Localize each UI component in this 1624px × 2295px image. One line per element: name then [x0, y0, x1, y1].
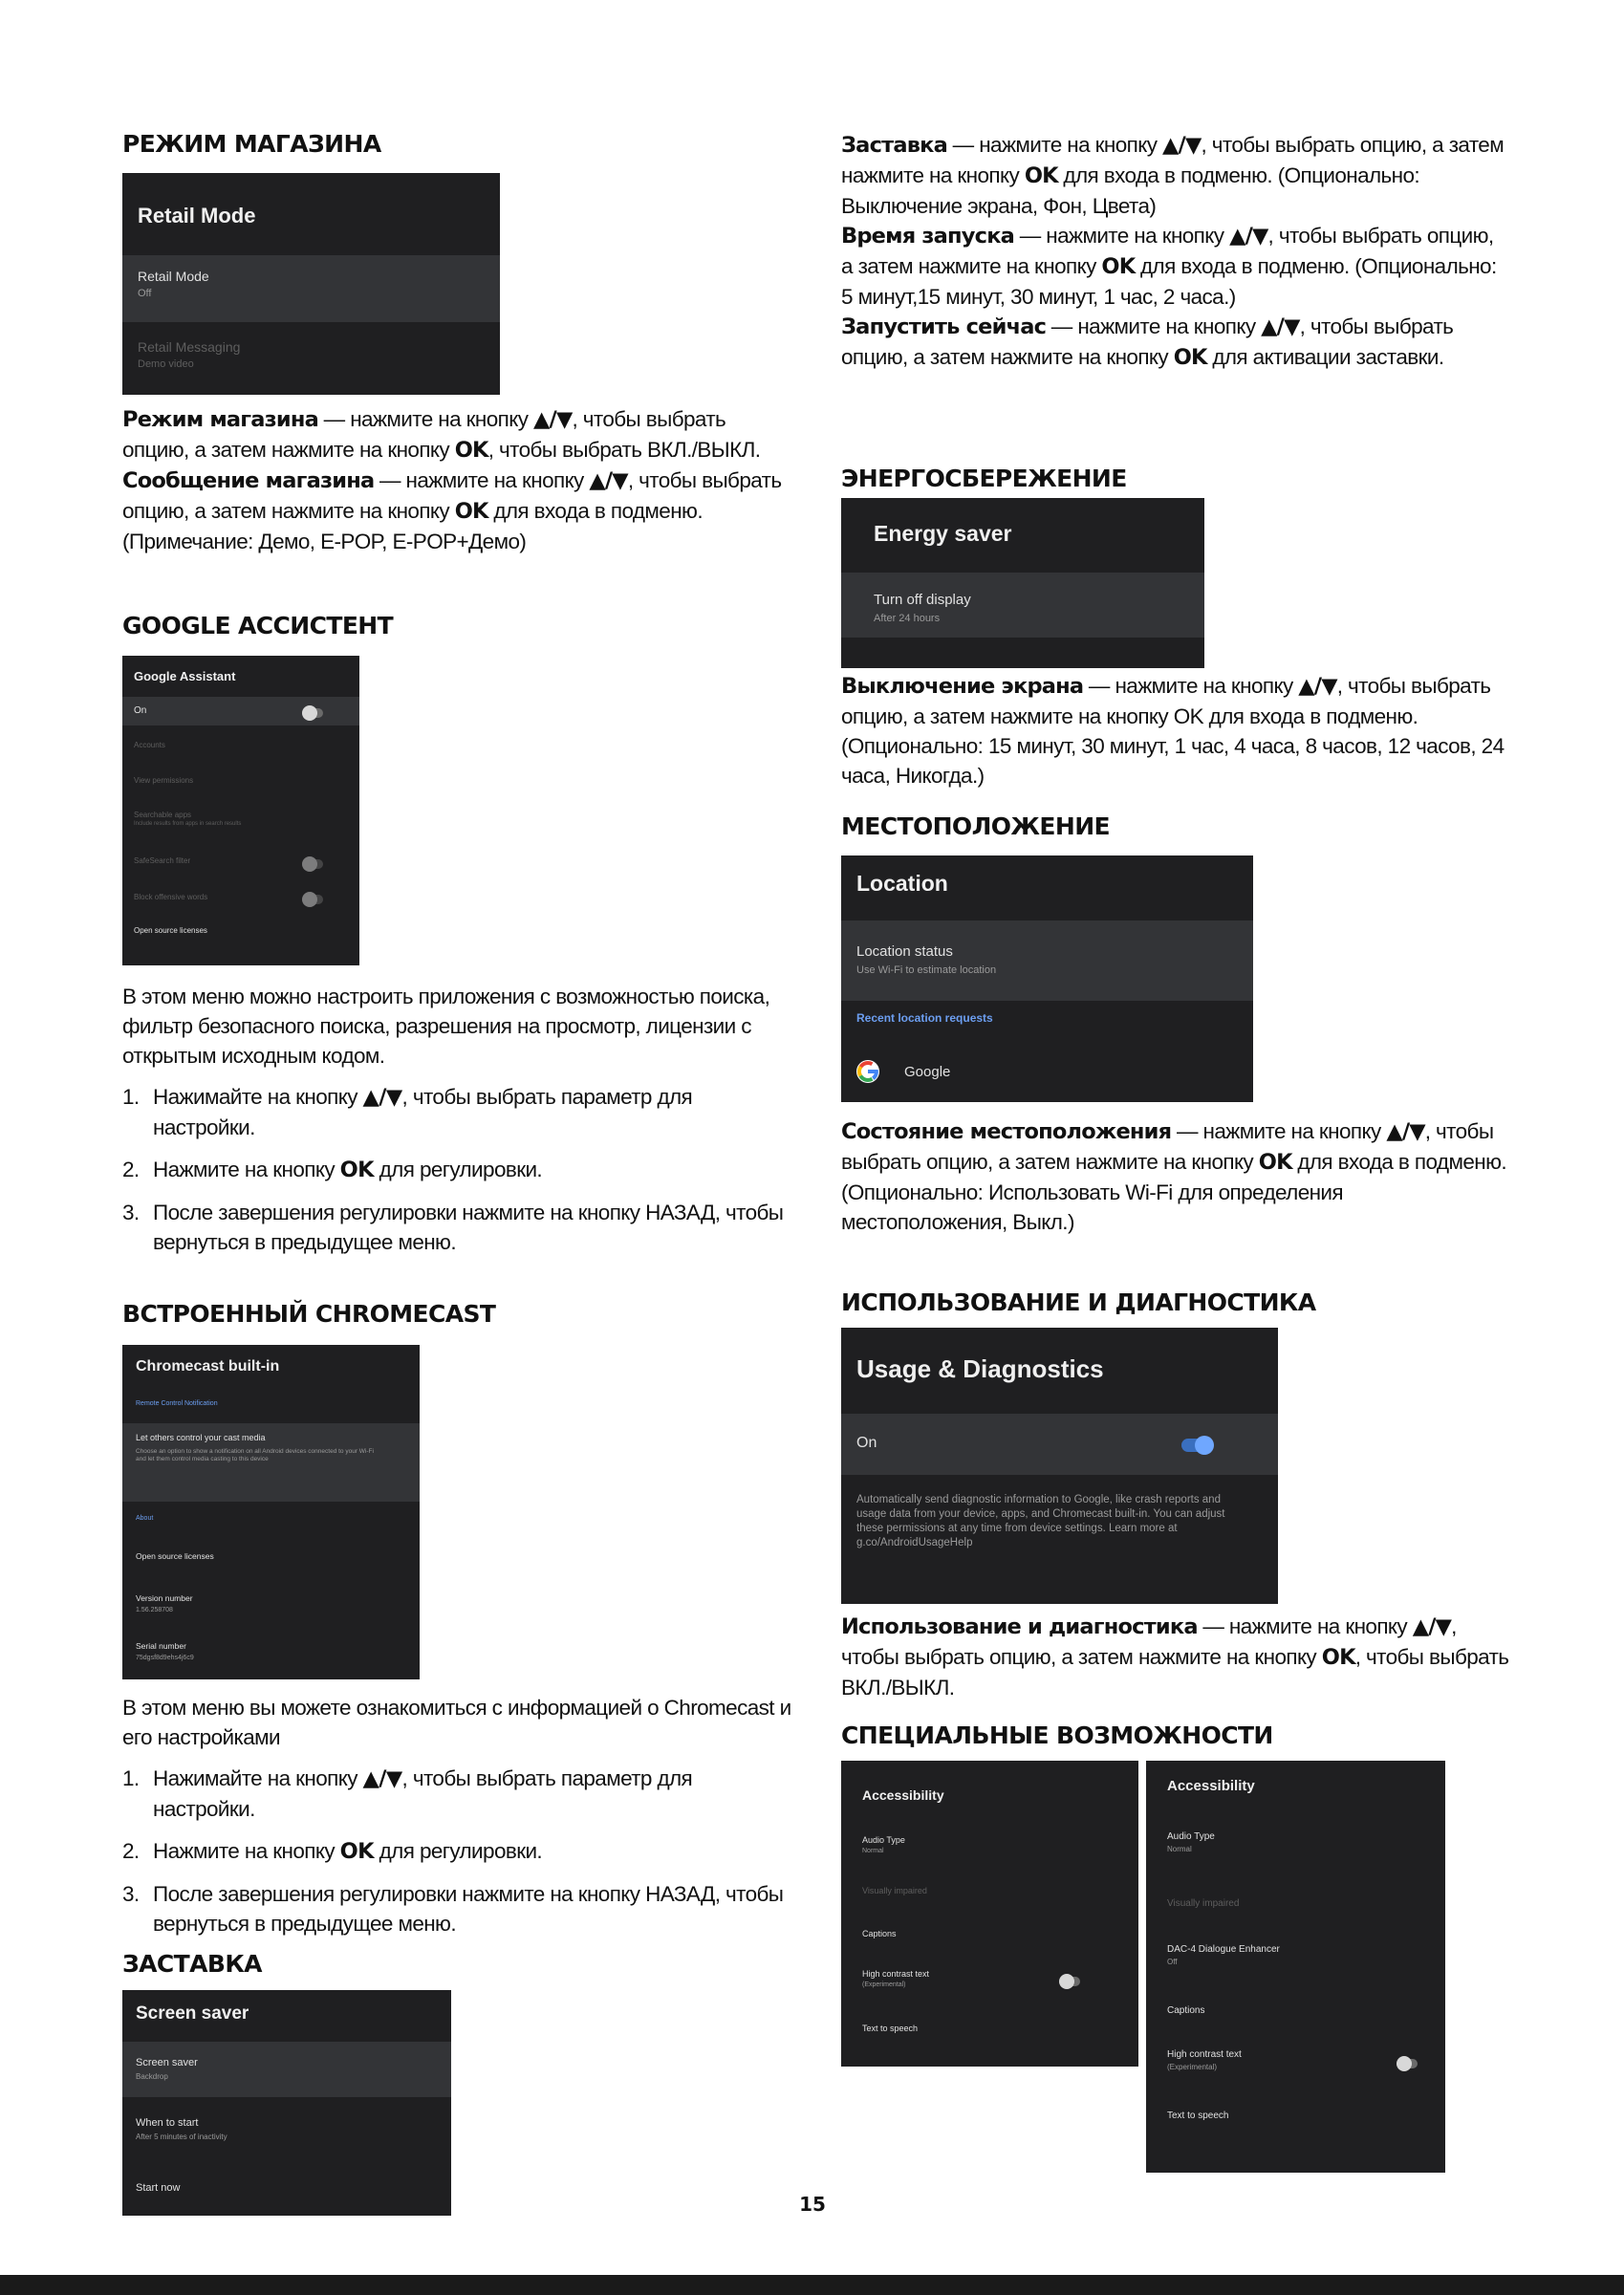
arrows: ▲/▼: [589, 468, 628, 493]
term-start-now: Запустить сейчас: [841, 314, 1047, 339]
start-now-paragraph: [841, 312, 1510, 373]
usage-description: Automatically send diagnostic information to Google, like crash reports and usage data from your device, apps, and Chromecast built-in. You can adjust these permissions at any time from device settings. Learn more at g.co/AndroidUsageHelp: [856, 1494, 1225, 1548]
assistant-screen-title: Google Assistant: [134, 669, 236, 683]
chromecast-steps: [122, 1764, 791, 1938]
section-accessibility: [841, 1721, 1510, 1749]
high-contrast-value: (Experimental): [862, 1981, 906, 1988]
usage-on-row: [841, 1414, 1278, 1475]
turn-off-display-label: Turn off display: [874, 592, 971, 608]
turn-off-display-paragraph: [841, 671, 1510, 790]
retail-mode-label: Retail Mode: [138, 269, 209, 284]
step-1: [122, 1764, 791, 1824]
assistant-steps: [122, 1082, 791, 1257]
start-now-label: Start now: [136, 2182, 181, 2194]
text: , чтобы выбрать опцию, а затем нажмите на кнопку: [122, 407, 726, 462]
step-2: [122, 1836, 791, 1867]
accessibility-screenshot-a: [841, 1761, 1138, 2067]
text: — нажмите на кнопку: [1171, 1119, 1387, 1143]
arrows: ▲/▼: [362, 1766, 402, 1791]
text: , чтобы выбрать опцию, а затем нажмите на кнопку: [841, 1119, 1494, 1174]
let-others-desc: Choose an option to show a notification on all Android devices connected to your Wi-Fi and let them control media casting to this device: [136, 1448, 374, 1462]
text: , чтобы выбрать опцию, а затем нажмите на кнопку: [841, 314, 1454, 369]
step-3: [122, 1879, 791, 1938]
text: Нажмите на кнопку: [153, 1158, 340, 1181]
when-to-start-label: When to start: [136, 2117, 199, 2129]
ok-key: OK: [454, 438, 488, 463]
retail-messaging-label: Retail Messaging: [138, 339, 241, 355]
ok-key: OK: [1024, 163, 1058, 188]
assistant-view-permissions: View permissions: [134, 776, 194, 785]
heading-retail-mode: РЕЖИМ МАГАЗИНА: [122, 130, 381, 158]
text: — нажмите на кнопку: [1083, 674, 1299, 698]
text: , чтобы выбрать ВКЛ./ВЫКЛ.: [487, 438, 761, 462]
text: , чтобы выбрать опцию, а затем нажмите на кнопку: [841, 224, 1494, 278]
text: — нажмите на кнопку: [1014, 224, 1230, 248]
high-contrast-label: High contrast text: [1167, 2049, 1242, 2060]
location-status-paragraph: [841, 1116, 1510, 1178]
text-to-speech: Text to speech: [862, 2024, 919, 2033]
screensaver-label: Screen saver: [136, 2057, 198, 2068]
chromecast-screen-title: Chromecast built-in: [136, 1358, 280, 1375]
high-contrast-toggle: [1397, 2059, 1418, 2068]
location-status-row: [841, 920, 1253, 1001]
step-2: [122, 1155, 791, 1185]
usage-toggle: [1181, 1439, 1210, 1452]
arrows: ▲/▼: [533, 407, 573, 432]
text: , чтобы выбрать параметр для настройки.: [153, 1085, 693, 1139]
arrows: ▲/▼: [1298, 674, 1337, 699]
text: для входа в подменю. (Опционально: Выключение экрана, Фон, Цвета): [841, 163, 1420, 218]
step-1: [122, 1082, 791, 1142]
chromecast-group-remote: Remote Control Notification: [136, 1400, 218, 1407]
section-screensaver: [122, 1950, 791, 1978]
text: , чтобы выбрать параметр для настройки.: [153, 1766, 693, 1821]
location-description: [841, 1116, 1510, 1237]
text: Нажимайте на кнопку: [153, 1766, 363, 1790]
audio-type-value: Normal: [862, 1848, 884, 1854]
audio-type-label: Audio Type: [1167, 1831, 1215, 1842]
ok-key: OK: [1101, 254, 1136, 279]
text: для входа в подменю. (Опционально: 5 минут,15 минут, 30 минут, 1 час, 2 часа.): [841, 254, 1497, 309]
assistant-toggle: [302, 708, 323, 718]
safesearch-toggle: [302, 859, 323, 869]
location-screenshot: [841, 855, 1253, 1102]
screensaver-screenshot: [122, 1990, 451, 2216]
chromecast-version-label: Version number: [136, 1593, 193, 1603]
energy-description: [841, 671, 1510, 790]
ok-key: OK: [339, 1839, 374, 1864]
screensaver-screen-title: Screen saver: [136, 2003, 249, 2024]
retail-description: [122, 404, 791, 556]
retail-messaging-paragraph: [122, 465, 791, 556]
step-3: [122, 1198, 791, 1257]
high-contrast-label: High contrast text: [862, 1969, 930, 1979]
when-to-start-value: After 5 minutes of inactivity: [136, 2133, 227, 2141]
section-energy-saver: [841, 465, 1510, 492]
retail-messaging-row: [122, 339, 500, 387]
screensaver-row: [122, 2042, 451, 2097]
assistant-description: [122, 982, 791, 1269]
accessibility-screenshot-b: [1146, 1761, 1445, 2173]
term-retail-messaging: Сообщение магазина: [122, 468, 375, 493]
accessibility-b-title: Accessibility: [1167, 1778, 1255, 1794]
location-status-label: Location status: [856, 943, 953, 960]
high-contrast-toggle: [1059, 1977, 1080, 1986]
term-when-to-start: Время запуска: [841, 224, 1015, 249]
location-screen-title: Location: [856, 871, 948, 896]
text: Нажимайте на кнопку: [153, 1085, 363, 1109]
section-retail-mode: [122, 130, 791, 158]
text: — нажмите на кнопку: [318, 407, 534, 431]
chromecast-screenshot: [122, 1345, 420, 1679]
term-turn-off-display: Выключение экрана: [841, 674, 1084, 699]
chromecast-open-source: Open source licenses: [136, 1551, 214, 1561]
section-usage: [841, 1288, 1510, 1316]
text: После завершения регулировки нажмите на кнопку НАЗАД, чтобы вернуться в предыдущее меню.: [153, 1882, 784, 1936]
term-retail-mode: Режим магазина: [122, 407, 319, 432]
retail-messaging-value: Demo video: [138, 358, 194, 370]
retail-screen-title: Retail Mode: [138, 204, 256, 227]
arrows: ▲/▼: [1162, 133, 1202, 158]
arrows: ▲/▼: [362, 1085, 402, 1110]
location-options-note: (Опционально: Использовать Wi-Fi для определения местоположения, Выкл.): [841, 1180, 1343, 1234]
heading-screensaver: ЗАСТАВКА: [122, 1950, 262, 1978]
text: После завершения регулировки нажмите на кнопку НАЗАД, чтобы вернуться в предыдущее меню.: [153, 1201, 784, 1254]
text: , чтобы выбрать опцию, а затем нажмите на кнопку: [841, 1614, 1457, 1669]
google-assistant-screenshot: [122, 656, 359, 965]
chromecast-version-value: 1.56.258708: [136, 1607, 173, 1613]
chromecast-intro: В этом меню вы можете ознакомиться с информацией о Chromecast и его настройками: [122, 1696, 791, 1749]
text: , чтобы выбрать опцию, а затем нажмите на кнопку: [841, 133, 1505, 187]
section-chromecast: [122, 1300, 791, 1328]
arrows: ▲/▼: [1261, 314, 1300, 339]
assistant-intro: В этом меню можно настроить приложения с возможностью поиска, фильтр безопасного поиска, разрешения на просмотр, лицензии с открытым исходным кодом.: [122, 985, 770, 1068]
text: для регулировки.: [374, 1839, 543, 1863]
chromecast-description: [122, 1693, 791, 1951]
step-number: 2.: [122, 1158, 140, 1181]
text: — нажмите на кнопку: [947, 133, 1163, 157]
retail-mode-row: [122, 255, 500, 322]
screensaver-description: [841, 130, 1510, 373]
chromecast-let-others-row: [122, 1423, 420, 1502]
ok-key: OK: [1258, 1150, 1292, 1175]
screensaver-paragraph: [841, 130, 1510, 221]
captions: Captions: [1167, 2005, 1205, 2016]
retail-mode-paragraph: [122, 404, 791, 465]
step-number: 2.: [122, 1839, 140, 1863]
text: для входа в подменю.: [1291, 1150, 1506, 1174]
text: , чтобы выбрать ВКЛ./ВЫКЛ.: [841, 1645, 1509, 1700]
heading-energy-saver: ЭНЕРГОСБЕРЕЖЕНИЕ: [841, 465, 1127, 492]
term-usage: Использование и диагностика: [841, 1614, 1198, 1639]
chromecast-group-about: About: [136, 1515, 154, 1522]
screensaver-value: Backdrop: [136, 2072, 168, 2081]
heading-google-assistant: GOOGLE АССИСТЕНТ: [122, 612, 394, 639]
block-offensive-toggle: [302, 895, 323, 904]
heading-chromecast: ВСТРОЕННЫЙ CHROMECAST: [122, 1300, 496, 1328]
ok-key: OK: [454, 499, 488, 524]
assistant-on-row: [122, 697, 359, 725]
step-number: 1.: [122, 1766, 140, 1790]
text: для регулировки.: [374, 1158, 543, 1181]
section-location: [841, 812, 1510, 840]
visually-impaired: Visually impaired: [1167, 1898, 1240, 1909]
dac4-label: DAC-4 Dialogue Enhancer: [1167, 1944, 1280, 1955]
google-app-label: Google: [904, 1064, 951, 1080]
recent-location-requests: Recent location requests: [856, 1011, 993, 1025]
assistant-safesearch: SafeSearch filter: [134, 856, 191, 865]
captions: Captions: [862, 1929, 897, 1938]
step-number: 1.: [122, 1085, 140, 1109]
page-number: 15: [799, 2193, 826, 2216]
usage-diagnostics-screenshot: [841, 1328, 1278, 1604]
text: для активации заставки.: [1206, 345, 1444, 369]
location-status-value: Use Wi-Fi to estimate location: [856, 964, 997, 976]
let-others-label: Let others control your cast media: [136, 1433, 266, 1442]
usage-description-text: [841, 1612, 1510, 1702]
heading-accessibility: СПЕЦИАЛЬНЫЕ ВОЗМОЖНОСТИ: [841, 1721, 1273, 1749]
section-google-assistant: [122, 612, 791, 639]
assistant-searchable-apps-desc: Include results from apps in search results: [134, 821, 242, 827]
arrows: ▲/▼: [1229, 224, 1268, 249]
text-to-speech: Text to speech: [1167, 2111, 1229, 2121]
arrows: ▲/▼: [1386, 1119, 1425, 1144]
retail-mode-value: Off: [138, 288, 152, 299]
assistant-open-source: Open source licenses: [134, 926, 207, 935]
turn-off-display-row: [841, 573, 1204, 638]
turn-off-display-value: After 24 hours: [874, 613, 941, 624]
assistant-block-offensive: Block offensive words: [134, 893, 208, 901]
audio-type-value: Normal: [1167, 1845, 1192, 1853]
ok-key: OK: [1321, 1645, 1355, 1670]
energy-screen-title: Energy saver: [874, 521, 1012, 546]
assistant-on-label: On: [134, 705, 147, 716]
chromecast-serial-value: 75dgsf8d9ehs4j6c9: [136, 1655, 194, 1661]
usage-on-label: On: [856, 1435, 877, 1451]
assistant-searchable-apps: Searchable apps: [134, 811, 192, 819]
text: — нажмите на кнопку: [374, 468, 590, 492]
step-number: 3.: [122, 1882, 140, 1906]
text: — нажмите на кнопку: [1046, 314, 1262, 338]
ok-key: OK: [1173, 345, 1207, 370]
usage-paragraph: [841, 1612, 1510, 1702]
text: , чтобы выбрать опцию, а затем нажмите на кнопку: [122, 468, 782, 523]
bottom-bar: [0, 2275, 1624, 2295]
term-location-status: Состояние местоположения: [841, 1119, 1172, 1144]
high-contrast-value: (Experimental): [1167, 2063, 1218, 2071]
arrows: ▲/▼: [1412, 1614, 1452, 1639]
when-to-start-paragraph: [841, 221, 1510, 312]
text: , чтобы выбрать опцию, а затем нажмите на кнопку OK для входа в подменю. (Опционально: 15 минут, 30 минут, 1 час, 4 часа, 8 часов, 12 часов, 24 часа, Никогда.): [841, 674, 1505, 788]
chromecast-serial-label: Serial number: [136, 1641, 186, 1651]
heading-location: МЕСТОПОЛОЖЕНИЕ: [841, 812, 1111, 840]
heading-usage: ИСПОЛЬЗОВАНИЕ И ДИАГНОСТИКА: [841, 1288, 1316, 1316]
google-icon: [856, 1060, 879, 1083]
usage-screen-title: Usage & Diagnostics: [856, 1354, 1104, 1383]
term-screensaver: Заставка: [841, 133, 948, 158]
text: — нажмите на кнопку: [1197, 1614, 1413, 1638]
audio-type-label: Audio Type: [862, 1835, 905, 1845]
text: Нажмите на кнопку: [153, 1839, 340, 1863]
assistant-accounts: Accounts: [134, 741, 165, 749]
text: для входа в подменю. (Примечание: Демо, E-POP, E-POP+Демо): [122, 499, 703, 553]
visually-impaired: Visually impaired: [862, 1886, 927, 1895]
retail-mode-screenshot: [122, 173, 500, 395]
step-number: 3.: [122, 1201, 140, 1224]
dac4-value: Off: [1167, 1958, 1178, 1966]
ok-key: OK: [339, 1158, 374, 1182]
accessibility-a-title: Accessibility: [862, 1787, 944, 1803]
energy-saver-screenshot: [841, 498, 1204, 668]
